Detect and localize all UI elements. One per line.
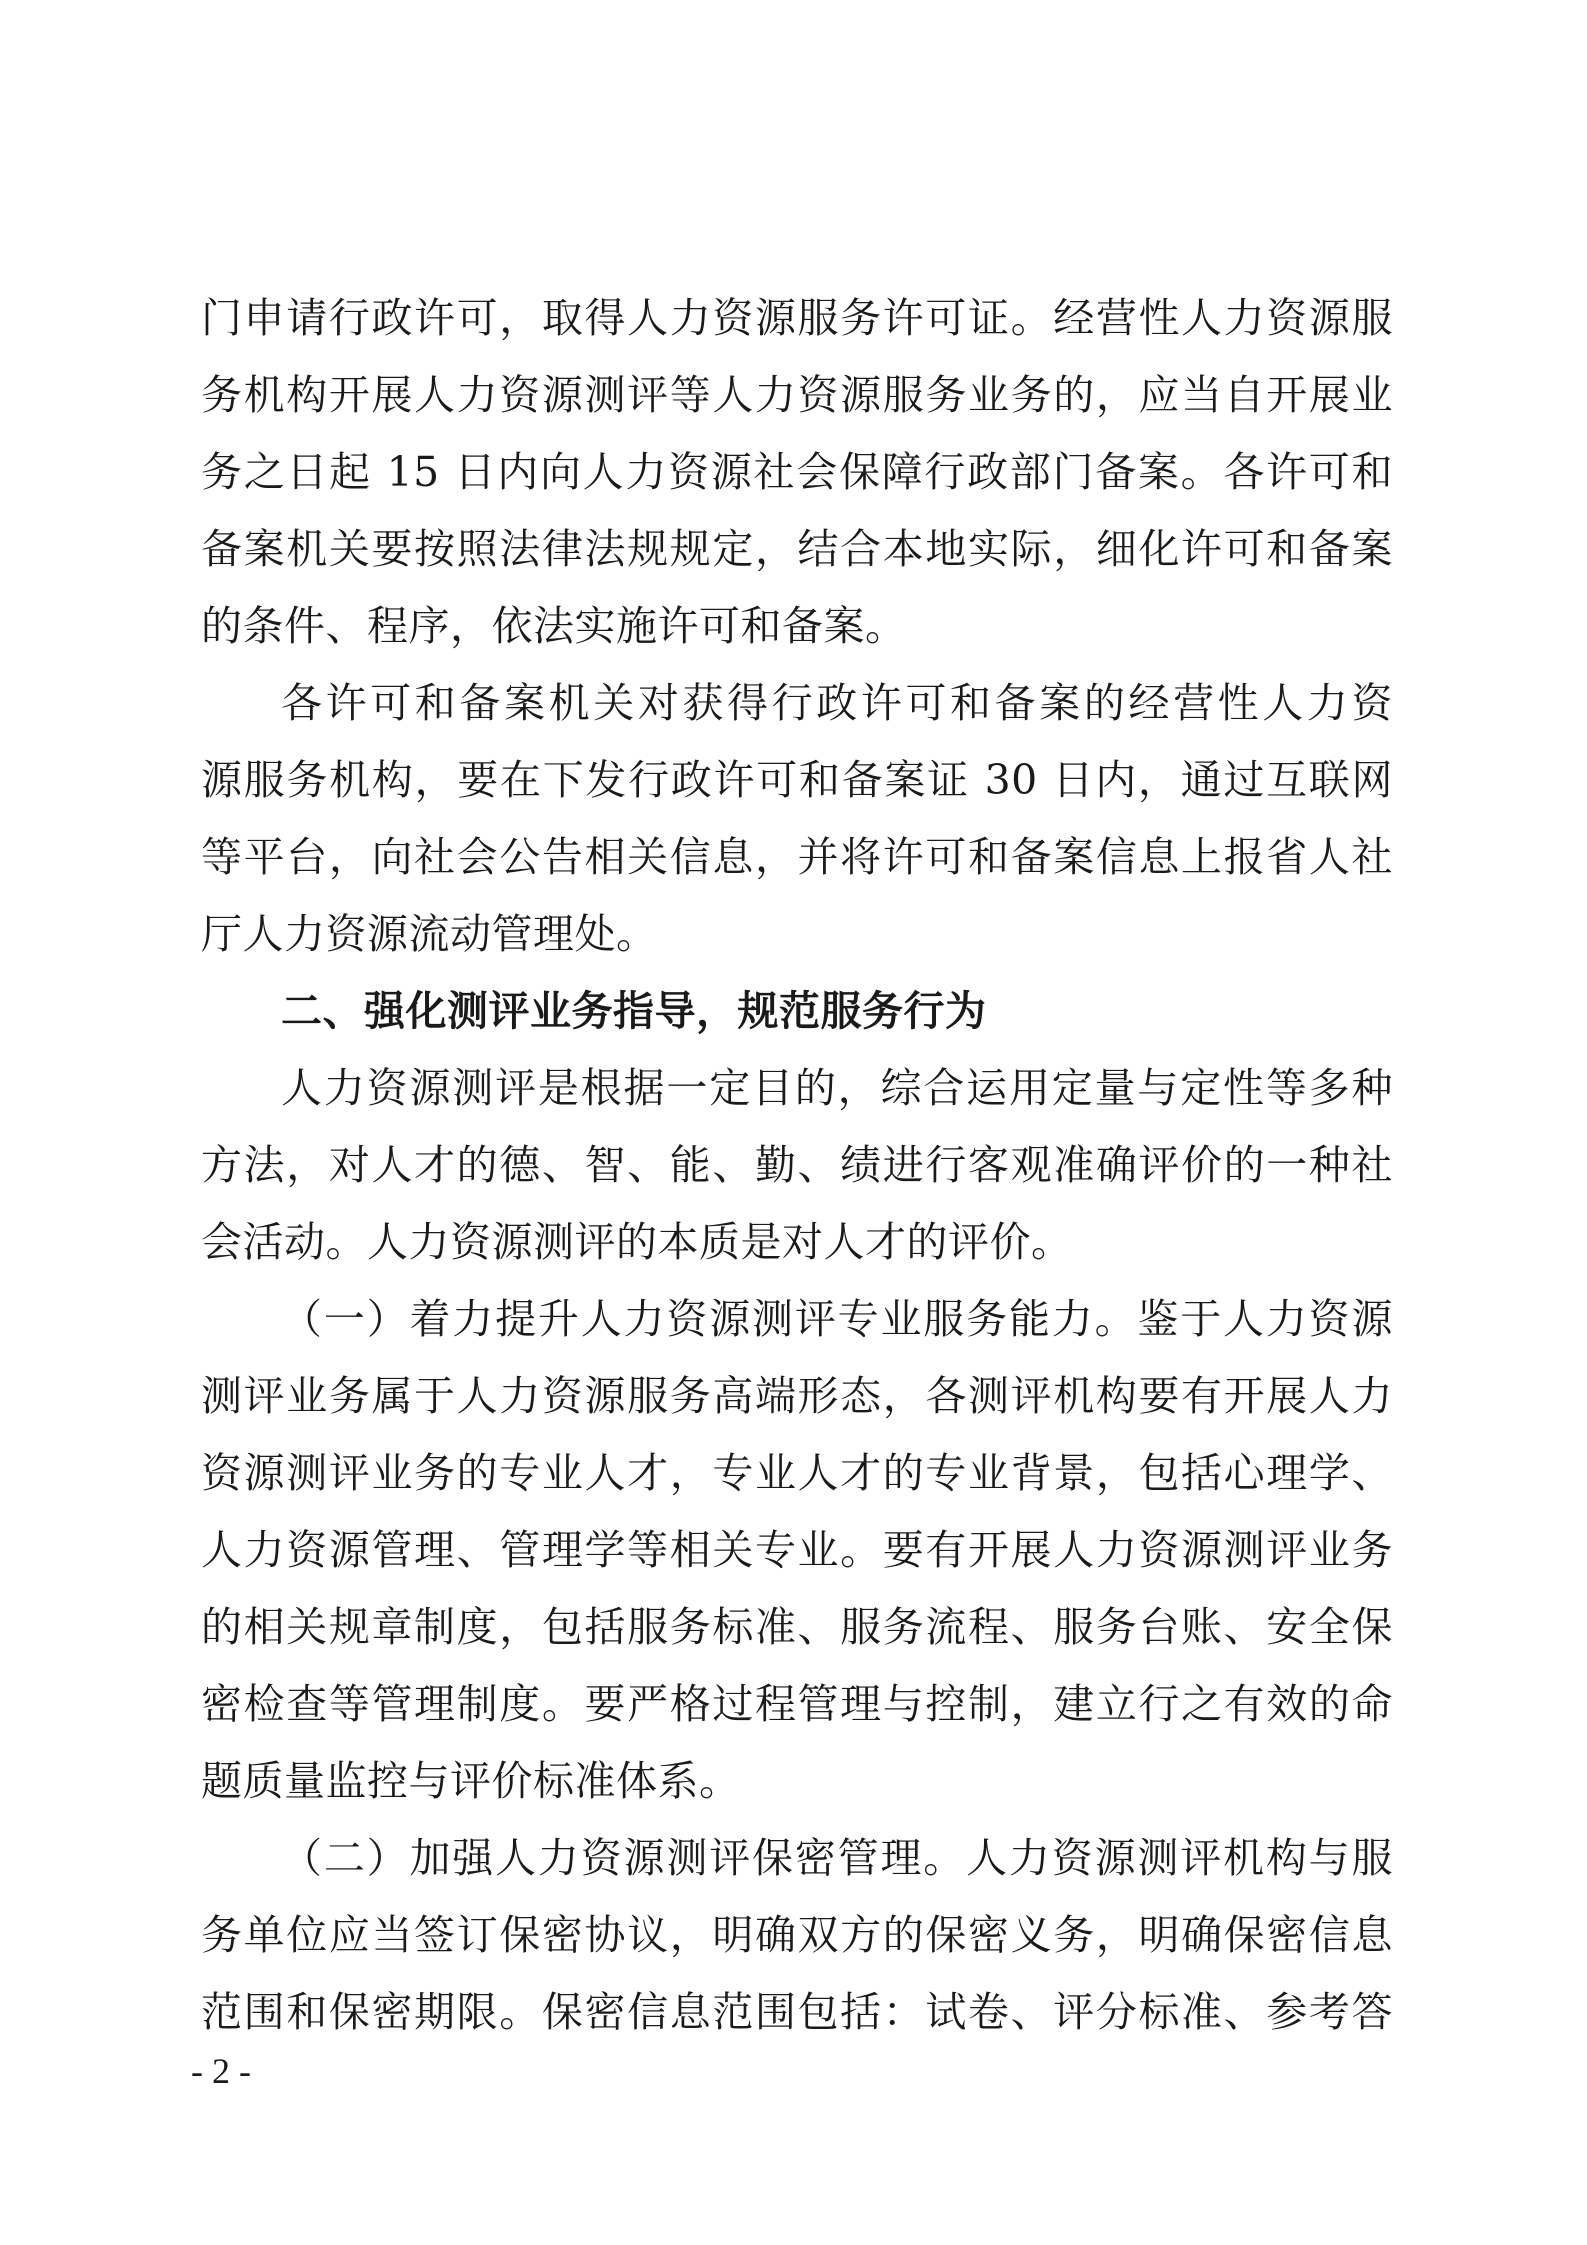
text-line: 门申请行政许可，取得人力资源服务许可证。经营性人力资源服 [201, 294, 1393, 342]
text-line: 厅人力资源流动管理处。 [201, 910, 658, 958]
text-line: 等平台，向社会公告相关信息，并将许可和备案信息上报省人社 [201, 833, 1393, 881]
text-line: 资源测评业务的专业人才，专业人才的专业背景，包括心理学、 [201, 1449, 1393, 1497]
text-line: 备案机关要按照法律法规规定，结合本地实际，细化许可和备案 [201, 525, 1393, 573]
text-line: 测评业务属于人力资源服务高端形态，各测评机构要有开展人力 [201, 1372, 1393, 1420]
text-line: 人力资源管理、管理学等相关专业。要有开展人力资源测评业务 [201, 1526, 1393, 1574]
text-line: 务机构开展人力资源测评等人力资源服务业务的，应当自开展业 [201, 371, 1393, 419]
page-number: - 2 - [191, 2051, 251, 2091]
text-line: 范围和保密期限。保密信息范围包括：试卷、评分标准、参考答 [201, 1988, 1393, 2036]
text-line: 题质量监控与评价标准体系。 [201, 1757, 741, 1805]
text-line: 方法，对人才的德、智、能、勤、绩进行客观准确评价的一种社 [201, 1141, 1393, 1189]
text-line: 的条件、程序，依法实施许可和备案。 [201, 602, 907, 650]
text-line: 密检查等管理制度。要严格过程管理与控制，建立行之有效的命 [201, 1680, 1393, 1728]
text-line: 各许可和备案机关对获得行政许可和备案的经营性人力资 [281, 679, 1393, 727]
subsection-line: （一）着力提升人力资源测评专业服务能力。鉴于人力资源 [281, 1295, 1393, 1343]
text-line: 务之日起 15 日内向人力资源社会保障行政部门备案。各许可和 [201, 448, 1393, 496]
text-line: 源服务机构，要在下发行政许可和备案证 30 日内，通过互联网 [201, 756, 1393, 804]
subsection-line: （二）加强人力资源测评保密管理。人力资源测评机构与服 [281, 1834, 1393, 1882]
text-line: 人力资源测评是根据一定目的，综合运用定量与定性等多种 [281, 1064, 1393, 1112]
text-line: 的相关规章制度，包括服务标准、服务流程、服务台账、安全保 [201, 1603, 1393, 1651]
section-heading: 二、强化测评业务指导，规范服务行为 [281, 987, 987, 1035]
text-line: 务单位应当签订保密协议，明确双方的保密义务，明确保密信息 [201, 1911, 1393, 1959]
text-line: 会活动。人力资源测评的本质是对人才的评价。 [201, 1218, 1073, 1266]
